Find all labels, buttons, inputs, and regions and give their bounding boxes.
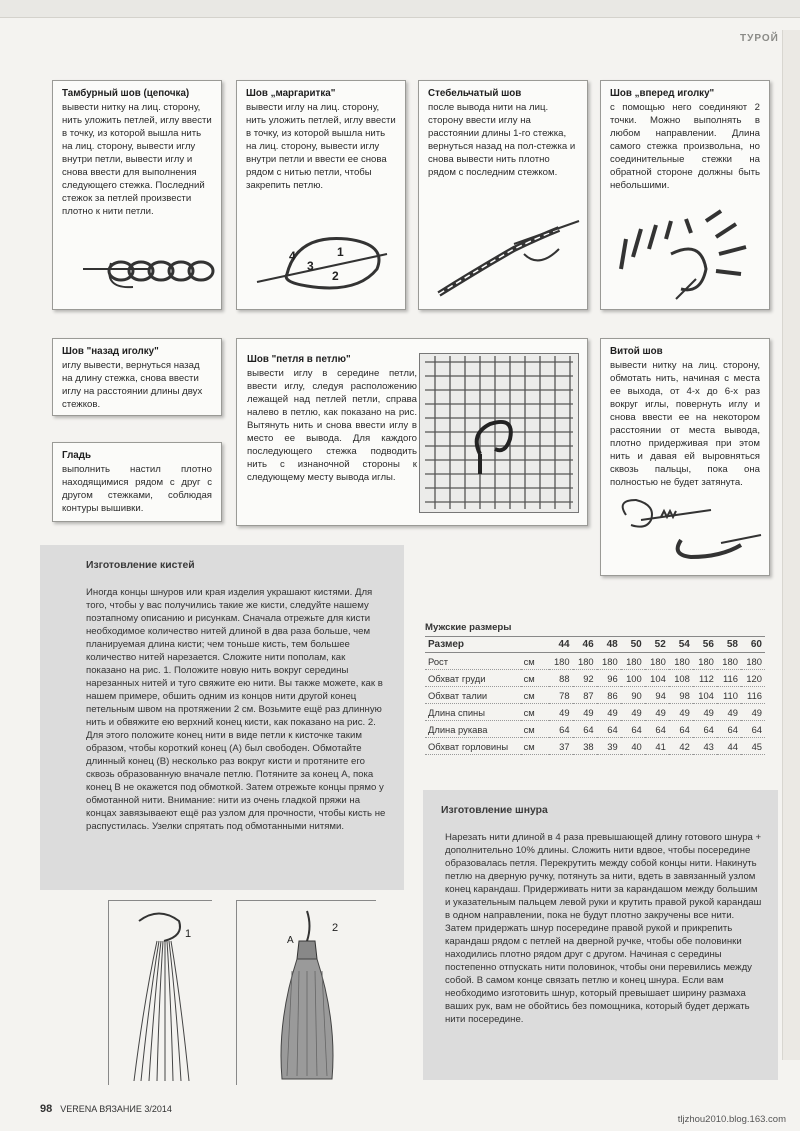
table-row: [425, 687, 765, 704]
cell: 120: [741, 670, 765, 687]
cell: 104: [693, 687, 717, 704]
stitch-title: Тамбурный шов (цепочка): [62, 88, 190, 99]
cell: 49: [741, 704, 765, 721]
page-spine-edge: [782, 30, 800, 1060]
cord-text: Нарезать нити длиной в 4 раза превышающей длину готового шнура + дополнительно 10% длины. Сложить нити вдвое, чтобы посередине образовалась петля. Перекрутить между собой концы нити. Накинуть петлю на дверную ручку, потянуть за нити, вдеть в завязанный узлом конец карандаш. Придерживать нити за карандашом между большим и указательным пальцем левой руки и крутить правой рукой карандаш в одном направлении, пока не будут плотно закручены все нити. Затем придержать шнур посередине правой рукой и прикрепить карандаш рядом с петлей на дверной ручке, чтобы обе половинки находились плотно рядом друг с другом. Начиная с середины постепенно отпускать нити половинок, чтобы они перевились между собой. В самом конце связать петлю и конец шнура. Если вам необходимо изготовить шнур, который превышает ширину размаха ваших рук, вам не обойтись без помощника, который будет держать нити посередине.: [445, 832, 762, 1025]
cord-instructions-panel: [423, 790, 778, 1080]
cell: 94: [645, 687, 669, 704]
cell: 64: [621, 721, 645, 738]
running-stitch-figure: [601, 199, 769, 309]
cell: 180: [645, 653, 669, 670]
stitch-card-daisy: [236, 80, 406, 310]
sizes-header-row: [425, 637, 765, 653]
daisy-fig-label-3: 3: [307, 259, 314, 273]
stitch-title: Шов "назад иголку": [62, 346, 159, 357]
corner-label: ТУРОЙ: [740, 33, 779, 44]
tassel-figure-1: [108, 900, 212, 1085]
stitch-title: Шов „вперед иголку": [610, 88, 715, 99]
cell: 44: [717, 738, 741, 755]
cell: 45: [741, 738, 765, 755]
size-col: 50: [621, 637, 645, 653]
cell: 116: [741, 687, 765, 704]
cell: 87: [573, 687, 597, 704]
cell: 180: [669, 653, 693, 670]
cell: 64: [549, 721, 573, 738]
stitch-text: после вывода нити на лиц. сторону ввести иглу на расстоянии длины 1-го стежка, вернуться назад на пол-стежка и снова вывести нить плотно рядом с последним стежком.: [428, 102, 576, 178]
cell: 64: [573, 721, 597, 738]
cell: 110: [717, 687, 741, 704]
cell: 49: [573, 704, 597, 721]
cell: 38: [573, 738, 597, 755]
cell: 49: [549, 704, 573, 721]
page-footer: [40, 1103, 172, 1115]
sizes-header-spacer: [521, 637, 549, 653]
cell: 180: [741, 653, 765, 670]
row-unit: см: [521, 670, 549, 687]
row-label: Длина рукава: [425, 721, 521, 738]
size-col: 56: [693, 637, 717, 653]
cell: 180: [597, 653, 621, 670]
cell: 104: [645, 670, 669, 687]
size-col: 54: [669, 637, 693, 653]
cell: 112: [693, 670, 717, 687]
tassel-instructions-panel: [40, 545, 404, 890]
stitch-title: Шов "петля в петлю": [247, 354, 351, 365]
cell: 64: [597, 721, 621, 738]
table-row: [425, 653, 765, 670]
stitch-card-loop-in-loop: [236, 338, 588, 526]
stitch-card-bullion: [600, 338, 770, 576]
stitch-text: вывести нитку на лиц. сторону, обмотать нить, начиная с места ее выхода, от 4-х до 6-х раз вокруг иглы, повернуть иглу и снова ввести ее на некотором расстоянии от места вывода, плотно придерживая при этом нить и давая ей выровняться сквозь пальцы, пока она полностью не будет затянута.: [610, 360, 760, 488]
sizes-title: Мужские размеры: [425, 622, 512, 633]
bullion-stitch-figure: [601, 495, 769, 575]
sizes-header-label: Размер: [425, 637, 521, 653]
cell: 37: [549, 738, 573, 755]
cell: 49: [693, 704, 717, 721]
stitch-card-backstitch: [52, 338, 222, 416]
stitch-text: вывести иглу в середине петли, ввести иглу, следуя расположению лежащей над петлей петли, справа налево в петлю, как показано на рис. Вытянуть нить и снова ввести иглу в место ее вывода. Для каждого последующего стежка подводить нить с изнаночной стороны к следующему месту вывода иглы.: [247, 368, 417, 483]
stitch-title: Витой шов: [610, 346, 663, 357]
stitch-text: иглу вывести, вернуться назад на длину стежка, снова ввести иглу на расстоянии длины двух стежков.: [62, 360, 203, 410]
stitch-card-stem: [418, 80, 588, 310]
table-row: [425, 704, 765, 721]
loop-stitch-text-block: [247, 353, 417, 484]
table-row: [425, 721, 765, 738]
row-label: Длина спины: [425, 704, 521, 721]
cell: 180: [573, 653, 597, 670]
stem-stitch-figure: [419, 199, 587, 309]
knit-fabric-figure: [419, 353, 579, 513]
cell: 49: [717, 704, 741, 721]
daisy-fig-label-2: 2: [332, 269, 339, 283]
cell: 78: [549, 687, 573, 704]
tassel-fig2-label: 2: [332, 922, 339, 934]
stitch-card-satin: [52, 442, 222, 522]
stitch-title: Гладь: [62, 450, 91, 461]
cell: 180: [549, 653, 573, 670]
size-col: 44: [549, 637, 573, 653]
stitch-card-chain: [52, 80, 222, 310]
stitch-text: вывести нитку на лиц. сторону, нить уложить петлей, иглу ввести в точку, из которой вышла нить на лиц. сторону, вывести иглу внутри петли, вывести иглу и снова ввести для выполнения следующего стежка. Последний стежок за петлей произвести плотно к нити петли.: [62, 102, 212, 217]
size-col: 52: [645, 637, 669, 653]
table-row: [425, 738, 765, 755]
page-top-edge: [0, 0, 800, 18]
tassel-figure-2: [236, 900, 376, 1085]
cell: 180: [621, 653, 645, 670]
cell: 64: [741, 721, 765, 738]
size-col: 48: [597, 637, 621, 653]
watermark: tljzhou2010.blog.163.com: [677, 1114, 786, 1125]
cell: 39: [597, 738, 621, 755]
daisy-stitch-figure: [237, 214, 405, 309]
size-col: 60: [741, 637, 765, 653]
page-number: 98: [40, 1103, 53, 1115]
cell: 49: [645, 704, 669, 721]
row-unit: см: [521, 721, 549, 738]
cell: 108: [669, 670, 693, 687]
cell: 64: [669, 721, 693, 738]
stitch-text: с помощью него соединяют 2 точки. Можно выполнять в любом направлении. Длина самого стежка произвольна, но соединительные стежки на обратной стороне должны быть небольшими.: [610, 102, 760, 191]
daisy-fig-label-4: 4: [289, 249, 296, 263]
cell: 90: [621, 687, 645, 704]
cell: 180: [693, 653, 717, 670]
stitch-text: выполнить настил плотно находящимися рядом с друг с другом стежками, соблюдая контуры вышивки.: [62, 464, 212, 514]
row-label: Обхват талии: [425, 687, 521, 704]
cell: 41: [645, 738, 669, 755]
table-row: [425, 670, 765, 687]
cell: 49: [621, 704, 645, 721]
stitch-title: Шов „маргаритка": [246, 88, 336, 99]
row-unit: см: [521, 687, 549, 704]
row-label: Обхват горловины: [425, 738, 521, 755]
row-unit: см: [521, 704, 549, 721]
cell: 42: [669, 738, 693, 755]
cell: 49: [669, 704, 693, 721]
cell: 116: [717, 670, 741, 687]
cell: 64: [645, 721, 669, 738]
cell: 43: [693, 738, 717, 755]
cell: 88: [549, 670, 573, 687]
cell: 64: [717, 721, 741, 738]
cell: 92: [573, 670, 597, 687]
stitch-card-running: [600, 80, 770, 310]
row-label: Рост: [425, 653, 521, 670]
chain-stitch-figure: [53, 219, 221, 309]
cell: 96: [597, 670, 621, 687]
tassel-title: Изготовление кистей: [86, 560, 195, 571]
daisy-fig-label-1: 1: [337, 245, 344, 259]
size-col: 46: [573, 637, 597, 653]
row-label: Обхват груди: [425, 670, 521, 687]
cell: 86: [597, 687, 621, 704]
mens-sizes-table: [425, 622, 765, 755]
cord-title: Изготовление шнура: [441, 805, 548, 816]
cell: 40: [621, 738, 645, 755]
tassel-fig1-label: 1: [185, 928, 192, 940]
tassel-text: Иногда концы шнуров или края изделия украшают кистями. Для того, чтобы у вас получились такие же кисти, следуйте нашему поэтапному описанию и рисункам. Сначала отрежьте для кисти необходимое количество нитей длиной в два раза больше, чем планируемая длина кисти; чем тоньше кисть, тем большее количество нитей нарезается. Сложите нити пополам, как показано на рис. 1. Положите новую нить вокруг середины нарезанных нитей и туго свяжите ею нити. Вы также можете, как в нашем примере, обшить одним из концов нити другой конец петельным швом на протяжении 2 см. Возьмите ещё раз длинную нить и обвяжите ею верхний конец кисти, как показано на рис. 2. Для этого положите конец нити в виде петли к кисточке таким образом, чтобы короткий конец (А) был свободен. Обмотайте длинный конец (В) несколько раз вокруг кисти и протяните его сквозь образованную вначале петлю. Потяните за конец А, пока конец В не окажется под обмоткой. Затем отрежьте концы прямо у обмотанной нити. Внимание: нити из очень гладкой пряжи на концах завязываеют ещё раз узлом для прочности, чтобы кисть не распустилась. Узелки спрятать под обмотанными нитями.: [86, 587, 386, 832]
cell: 100: [621, 670, 645, 687]
row-unit: см: [521, 653, 549, 670]
tassel-fig2-letter: A: [287, 935, 294, 946]
cell: 64: [693, 721, 717, 738]
stitch-title: Стебельчатый шов: [428, 88, 522, 99]
cell: 180: [717, 653, 741, 670]
magazine-issue: VERENA ВЯЗАНИЕ 3/2014: [60, 1104, 172, 1114]
cell: 49: [597, 704, 621, 721]
size-col: 58: [717, 637, 741, 653]
row-unit: см: [521, 738, 549, 755]
stitch-text: вывести иглу на лиц. сторону, нить уложить петлей, иглу ввести в точку, из которой вышла нить на лиц. сторону, вывести иглу внутри петли и ввести ее снова рядом с нитью петли, чтобы закрепить петлю.: [246, 102, 396, 191]
cell: 98: [669, 687, 693, 704]
